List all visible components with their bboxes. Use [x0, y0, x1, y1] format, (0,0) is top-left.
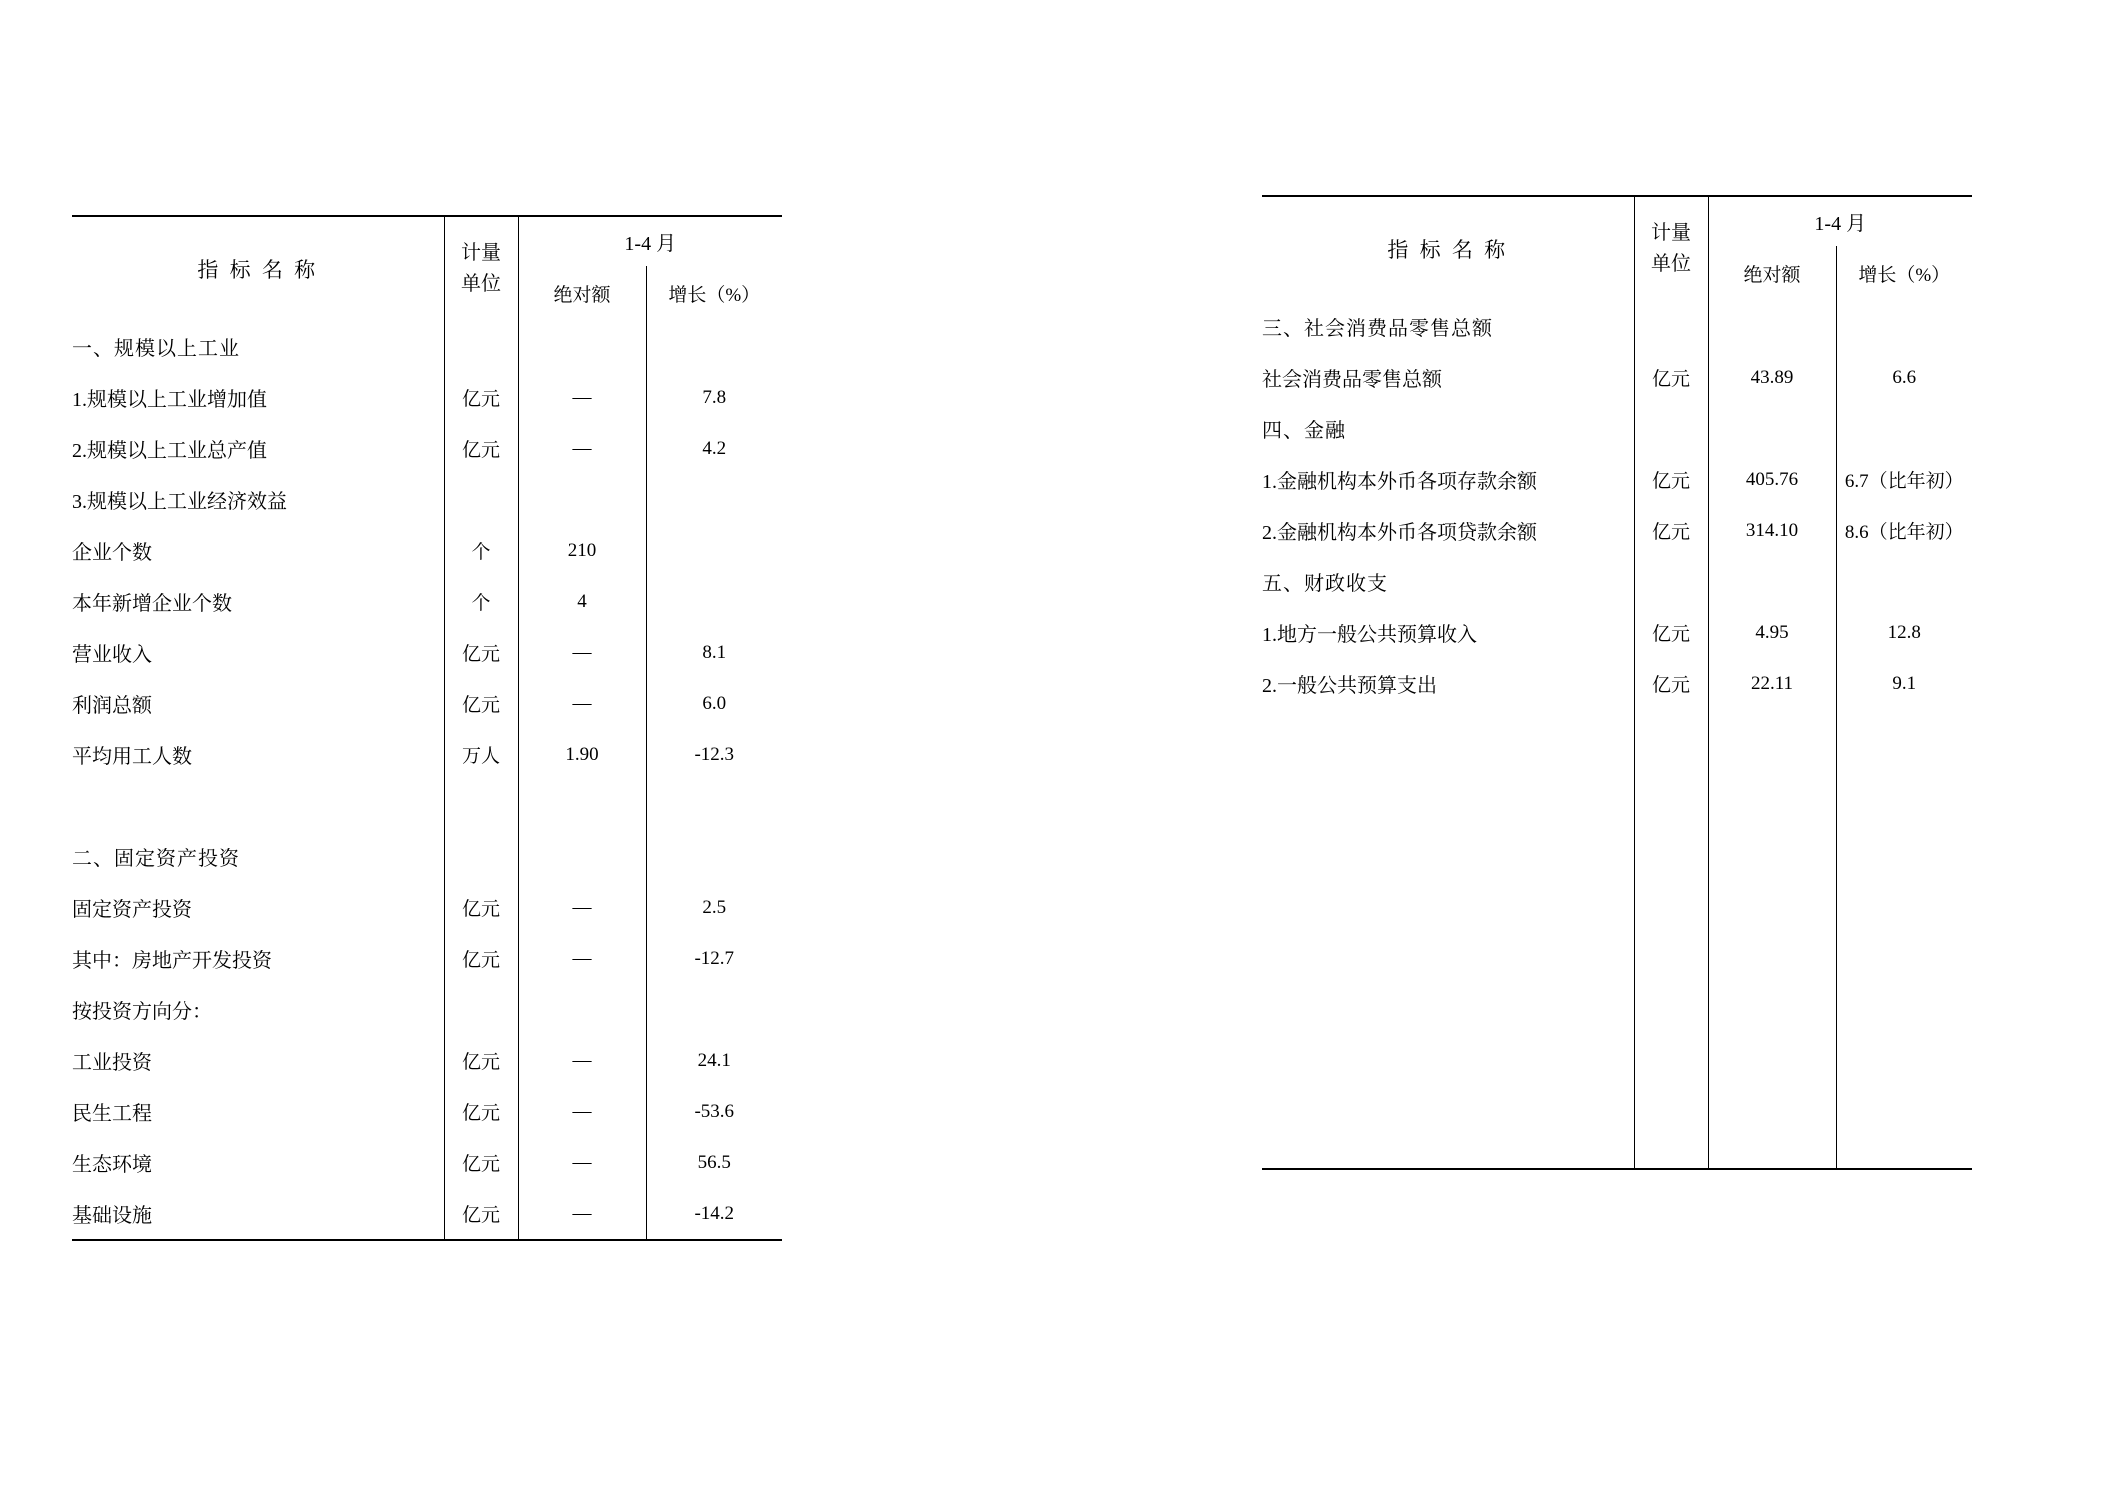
- right-statistics-table: [1262, 195, 1972, 1170]
- row-indicator-name: 2.规模以上工业总产值: [72, 440, 267, 462]
- table-row: [72, 1137, 782, 1188]
- row-growth-value: 4.2: [702, 437, 727, 459]
- row-indicator-name: 2.金融机构本外币各项贷款余额: [1262, 522, 1537, 544]
- row-absolute-value: —: [518, 882, 646, 933]
- right-statistics-table-container: [1262, 195, 1972, 1170]
- row-unit: 亿元: [444, 678, 518, 729]
- row-growth-value: [646, 780, 782, 831]
- filler-cell: [1708, 1015, 1836, 1066]
- row-absolute-value: [518, 321, 646, 372]
- header-unit-line2: 单位: [1651, 253, 1691, 275]
- table-row: [1262, 454, 1972, 505]
- row-growth-value: 6.0: [702, 692, 727, 714]
- row-indicator-name: 五、财政收支: [1262, 573, 1388, 595]
- row-indicator-name: 固定资产投资: [72, 899, 192, 921]
- table-row: [72, 627, 782, 678]
- table-filler-row: [1262, 811, 1972, 862]
- table-row: [1262, 556, 1972, 607]
- row-absolute-value: 1.90: [518, 729, 646, 780]
- row-indicator-name: 生态环境: [72, 1154, 152, 1176]
- row-unit: 万人: [444, 729, 518, 780]
- filler-cell: [1262, 709, 1634, 760]
- table-row: [72, 729, 782, 780]
- filler-cell: [1836, 811, 1972, 862]
- row-growth-value: -14.2: [646, 1188, 782, 1240]
- table-row: [72, 321, 782, 372]
- table-row: [72, 1086, 782, 1137]
- row-growth-value: [1836, 556, 1972, 607]
- filler-cell: [1634, 811, 1708, 862]
- row-unit: 亿元: [1634, 658, 1708, 709]
- row-unit: 亿元: [1634, 454, 1708, 505]
- row-absolute-value: 43.89: [1708, 352, 1836, 403]
- table-filler-row: [1262, 760, 1972, 811]
- filler-cell: [1262, 862, 1634, 913]
- row-indicator-name: 1.规模以上工业增加值: [72, 389, 267, 411]
- table-filler-row: [1262, 862, 1972, 913]
- row-unit: 个: [444, 576, 518, 627]
- row-absolute-value: —: [518, 372, 646, 423]
- row-growth-value: 6.6: [1892, 366, 1917, 388]
- row-growth-value: [1836, 301, 1972, 352]
- filler-cell: [1836, 1015, 1972, 1066]
- row-indicator-name: [72, 780, 444, 831]
- left-statistics-table: [72, 215, 782, 1241]
- filler-cell: [1262, 1015, 1634, 1066]
- row-indicator-name: 基础设施: [72, 1188, 444, 1240]
- row-unit: [1634, 556, 1708, 607]
- filler-cell: [1836, 709, 1972, 760]
- row-growth-value: [646, 831, 782, 882]
- row-unit: 亿元: [444, 882, 518, 933]
- header-unit: [1634, 196, 1708, 301]
- row-growth-value: -12.3: [694, 743, 735, 765]
- table-row: [72, 1035, 782, 1086]
- row-growth-value: 7.8: [702, 386, 727, 408]
- row-unit: [1634, 301, 1708, 352]
- filler-cell: [1836, 1117, 1972, 1169]
- row-absolute-value: —: [518, 1035, 646, 1086]
- row-absolute-value: —: [518, 1086, 646, 1137]
- filler-cell: [1708, 760, 1836, 811]
- table-row: [72, 780, 782, 831]
- table-filler-row: [1262, 1015, 1972, 1066]
- filler-cell: [1708, 811, 1836, 862]
- table-row: [72, 1188, 782, 1240]
- row-indicator-name: 其中：房地产开发投资: [72, 950, 272, 972]
- row-unit: 亿元: [444, 1188, 518, 1240]
- header-unit: [444, 216, 518, 321]
- row-growth-value: [646, 525, 782, 576]
- row-growth-value: -53.6: [694, 1100, 735, 1122]
- row-unit: 亿元: [444, 1137, 518, 1188]
- row-growth-value: [646, 321, 782, 372]
- row-unit: 亿元: [444, 423, 518, 474]
- row-unit: [444, 474, 518, 525]
- filler-cell: [1262, 811, 1634, 862]
- filler-cell: [1634, 760, 1708, 811]
- header-period: 1-4 月: [1708, 196, 1972, 246]
- row-absolute-value: 314.10: [1708, 505, 1836, 556]
- row-absolute-value: [518, 831, 646, 882]
- table-row: [72, 525, 782, 576]
- filler-cell: [1262, 760, 1634, 811]
- row-indicator-name: 企业个数: [72, 542, 152, 564]
- row-indicator-name: 本年新增企业个数: [72, 593, 232, 615]
- row-unit: [1634, 403, 1708, 454]
- row-absolute-value: 405.76: [1708, 454, 1836, 505]
- filler-cell: [1836, 862, 1972, 913]
- row-indicator-name: 1.金融机构本外币各项存款余额: [1262, 471, 1537, 493]
- filler-cell: [1708, 709, 1836, 760]
- row-unit: 亿元: [444, 933, 518, 984]
- row-unit: 亿元: [444, 627, 518, 678]
- table-row: [72, 576, 782, 627]
- row-absolute-value: [518, 474, 646, 525]
- header-indicator-name: 指 标 名 称: [1262, 196, 1634, 301]
- row-growth-value: [646, 474, 782, 525]
- table-row: [72, 882, 782, 933]
- row-absolute-value: —: [518, 1137, 646, 1188]
- row-indicator-name: 2.一般公共预算支出: [1262, 675, 1437, 697]
- row-absolute-value: [1708, 403, 1836, 454]
- filler-cell: [1708, 1066, 1836, 1117]
- filler-cell: [1836, 964, 1972, 1015]
- header-unit-line1: 计量: [461, 242, 501, 264]
- table-header-row: [72, 216, 782, 266]
- table-row: [1262, 658, 1972, 709]
- row-growth-value: 2.5: [702, 896, 727, 918]
- table-filler-row: [1262, 913, 1972, 964]
- row-unit: 个: [444, 525, 518, 576]
- row-indicator-name: 一、规模以上工业: [72, 338, 240, 360]
- table-filler-row: [1262, 709, 1972, 760]
- row-growth-value: 12.8: [1887, 621, 1921, 643]
- row-growth-value: 6.7（比年初）: [1844, 471, 1964, 492]
- row-unit: 亿元: [444, 1086, 518, 1137]
- row-absolute-value: 210: [518, 525, 646, 576]
- row-absolute-value: —: [518, 1188, 646, 1240]
- row-unit: [444, 984, 518, 1035]
- filler-cell: [1634, 1066, 1708, 1117]
- row-unit: 亿元: [1634, 505, 1708, 556]
- filler-cell: [1836, 913, 1972, 964]
- filler-cell: [1708, 913, 1836, 964]
- table-row: [72, 933, 782, 984]
- row-indicator-name: 社会消费品零售总额: [1262, 369, 1442, 391]
- filler-cell: [1708, 1117, 1836, 1169]
- header-growth: 增长（%）: [668, 284, 761, 306]
- row-absolute-value: [1708, 556, 1836, 607]
- filler-cell: [1262, 964, 1634, 1015]
- row-unit: 亿元: [444, 1035, 518, 1086]
- filler-cell: [1262, 1066, 1634, 1117]
- row-indicator-name: 营业收入: [72, 644, 152, 666]
- table-filler-row: [1262, 1117, 1972, 1169]
- row-indicator-name: 1.地方一般公共预算收入: [1262, 624, 1477, 646]
- table-filler-row: [1262, 1066, 1972, 1117]
- row-absolute-value: [518, 984, 646, 1035]
- row-growth-value: 56.5: [697, 1151, 731, 1173]
- row-indicator-name: 按投资方向分：: [72, 1001, 212, 1023]
- table-row: [1262, 352, 1972, 403]
- row-absolute-value: —: [518, 627, 646, 678]
- row-absolute-value: [1708, 301, 1836, 352]
- row-absolute-value: —: [518, 423, 646, 474]
- row-growth-value: 8.6（比年初）: [1844, 522, 1964, 543]
- row-indicator-name: 三、社会消费品零售总额: [1262, 318, 1493, 340]
- row-indicator-name: 平均用工人数: [72, 746, 192, 768]
- filler-cell: [1708, 862, 1836, 913]
- row-unit: [444, 321, 518, 372]
- table-filler-row: [1262, 964, 1972, 1015]
- row-unit: 亿元: [1634, 352, 1708, 403]
- table-row: [1262, 403, 1972, 454]
- row-absolute-value: —: [518, 678, 646, 729]
- row-absolute-value: 4: [518, 576, 646, 627]
- header-absolute: 绝对额: [1708, 246, 1836, 301]
- row-unit: [444, 831, 518, 882]
- row-growth-value: [646, 576, 782, 627]
- filler-cell: [1634, 1015, 1708, 1066]
- row-absolute-value: —: [518, 933, 646, 984]
- header-growth: 增长（%）: [1858, 264, 1951, 286]
- row-growth-value: [1836, 403, 1972, 454]
- row-absolute-value: 4.95: [1708, 607, 1836, 658]
- filler-cell: [1634, 709, 1708, 760]
- filler-cell: [1708, 964, 1836, 1015]
- row-unit: 亿元: [444, 372, 518, 423]
- table-header-row: [1262, 196, 1972, 246]
- filler-cell: [1634, 913, 1708, 964]
- row-absolute-value: 22.11: [1708, 658, 1836, 709]
- header-absolute: 绝对额: [518, 266, 646, 321]
- table-row: [72, 474, 782, 525]
- row-absolute-value: [518, 780, 646, 831]
- row-indicator-name: 利润总额: [72, 695, 152, 717]
- filler-cell: [1836, 760, 1972, 811]
- table-row: [72, 831, 782, 882]
- filler-cell: [1262, 1117, 1634, 1169]
- header-unit-line2: 单位: [461, 273, 501, 295]
- header-indicator-name: 指 标 名 称: [72, 216, 444, 321]
- row-indicator-name: 工业投资: [72, 1052, 152, 1074]
- row-growth-value: 24.1: [697, 1049, 731, 1071]
- header-unit-line1: 计量: [1651, 222, 1691, 244]
- filler-cell: [1262, 913, 1634, 964]
- row-unit: 亿元: [1634, 607, 1708, 658]
- left-table-body: [72, 321, 782, 1240]
- table-row: [1262, 301, 1972, 352]
- row-growth-value: [646, 984, 782, 1035]
- row-unit: [444, 780, 518, 831]
- filler-cell: [1634, 862, 1708, 913]
- header-period: 1-4 月: [518, 216, 782, 266]
- table-row: [72, 372, 782, 423]
- row-growth-value: 8.1: [702, 641, 727, 663]
- row-indicator-name: 二、固定资产投资: [72, 848, 240, 870]
- row-growth-value: -12.7: [694, 947, 735, 969]
- table-row: [72, 423, 782, 474]
- table-row: [1262, 607, 1972, 658]
- filler-cell: [1836, 1066, 1972, 1117]
- table-row: [1262, 505, 1972, 556]
- filler-cell: [1634, 964, 1708, 1015]
- filler-cell: [1634, 1117, 1708, 1169]
- right-table-body: [1262, 301, 1972, 1169]
- row-indicator-name: 四、金融: [1262, 420, 1346, 442]
- row-growth-value: 9.1: [1892, 672, 1917, 694]
- table-row: [72, 678, 782, 729]
- row-indicator-name: 民生工程: [72, 1103, 152, 1125]
- row-indicator-name: 3.规模以上工业经济效益: [72, 491, 287, 513]
- left-statistics-table-container: [72, 215, 782, 1241]
- table-row: [72, 984, 782, 1035]
